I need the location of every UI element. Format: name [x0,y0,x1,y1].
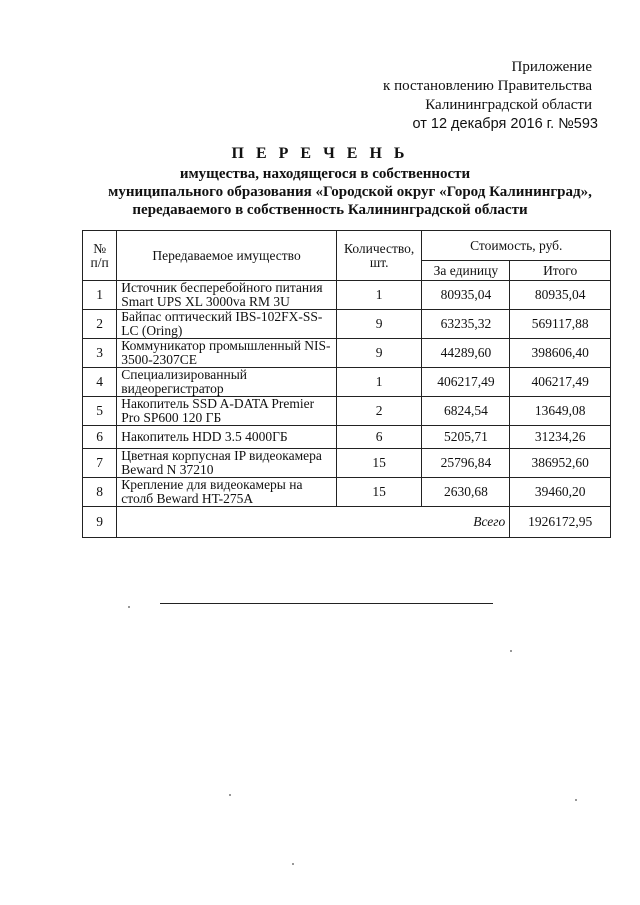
table-header-row [83,231,611,261]
row-num: 2 [83,310,117,339]
row-total: 406217,49 [510,368,611,397]
grand-total: 1926172,95 [510,507,611,538]
appendix-line-3: Калининградской области [425,97,592,113]
row-name: Цветная корпусная IP видеокамера Beward N 37210 [117,449,337,478]
document-heading [0,145,640,219]
table-row [83,397,611,426]
row-num: 7 [83,449,117,478]
table-row [83,368,611,397]
row-qty: 2 [336,397,422,426]
row-num: 6 [83,426,117,449]
row-qty: 15 [336,449,422,478]
scan-speck [510,650,512,652]
table-row [83,449,611,478]
row-total: 398606,40 [510,339,611,368]
row-name: Источник бесперебойного питания Smart UPS XL 3000va RM 3U [117,281,337,310]
row-qty: 6 [336,426,422,449]
header-cost: Стоимость, руб. [422,231,611,261]
total-row-num: 9 [83,507,117,538]
heading-line-2: муниципального образования «Городской округ «Город Калининград», [108,184,592,200]
scan-speck [292,863,294,865]
document-title: П Е Р Е Ч Е Н Ь [231,145,409,162]
table-total-row [83,507,611,538]
row-qty: 9 [336,339,422,368]
table-row [83,339,611,368]
row-name: Коммуникатор промышленный NIS-3500-2307CE [117,339,337,368]
row-total: 31234,26 [510,426,611,449]
row-unit-price: 63235,32 [422,310,510,339]
row-total: 569117,88 [510,310,611,339]
heading-line-3: передаваемого в собственность Калининградской области [132,202,528,218]
row-total: 13649,08 [510,397,611,426]
row-num: 4 [83,368,117,397]
scan-speck [128,606,130,608]
row-qty: 1 [336,368,422,397]
row-name: Накопитель SSD A-DATA Premier Pro SP600 120 ГБ [117,397,337,426]
total-label: Всего [117,507,510,538]
header-total: Итого [510,261,611,281]
header-unit: За единицу [422,261,510,281]
row-num: 8 [83,478,117,507]
row-unit-price: 25796,84 [422,449,510,478]
table-row [83,478,611,507]
closing-line [160,603,493,604]
property-table [82,230,611,538]
scan-speck [575,799,577,801]
appendix-date-line: от 12 декабря 2016 г. №593 [412,116,598,132]
row-qty: 1 [336,281,422,310]
header-num: № п/п [83,231,117,281]
row-name: Крепление для видеокамеры на столб Beward HT-275A [117,478,337,507]
row-total: 80935,04 [510,281,611,310]
row-num: 1 [83,281,117,310]
scan-speck [229,794,231,796]
table-row [83,281,611,310]
row-qty: 15 [336,478,422,507]
row-unit-price: 406217,49 [422,368,510,397]
header-name: Передаваемое имущество [117,231,337,281]
row-qty: 9 [336,310,422,339]
appendix-line-2: к постановлению Правительства [383,78,592,94]
appendix-block [383,58,598,134]
row-unit-price: 44289,60 [422,339,510,368]
header-qty: Количество, шт. [336,231,422,281]
row-unit-price: 2630,68 [422,478,510,507]
row-unit-price: 6824,54 [422,397,510,426]
table-row [83,426,611,449]
appendix-line-1: Приложение [511,59,592,75]
row-num: 5 [83,397,117,426]
table-row [83,310,611,339]
row-unit-price: 80935,04 [422,281,510,310]
row-num: 3 [83,339,117,368]
row-total: 39460,20 [510,478,611,507]
row-name: Байпас оптический IBS-102FX-SS-LC (Oring) [117,310,337,339]
row-unit-price: 5205,71 [422,426,510,449]
row-name: Специализированный видеорегистратор [117,368,337,397]
row-name: Накопитель HDD 3.5 4000ГБ [117,426,337,449]
row-total: 386952,60 [510,449,611,478]
heading-line-1: имущества, находящегося в собственности [179,166,471,182]
